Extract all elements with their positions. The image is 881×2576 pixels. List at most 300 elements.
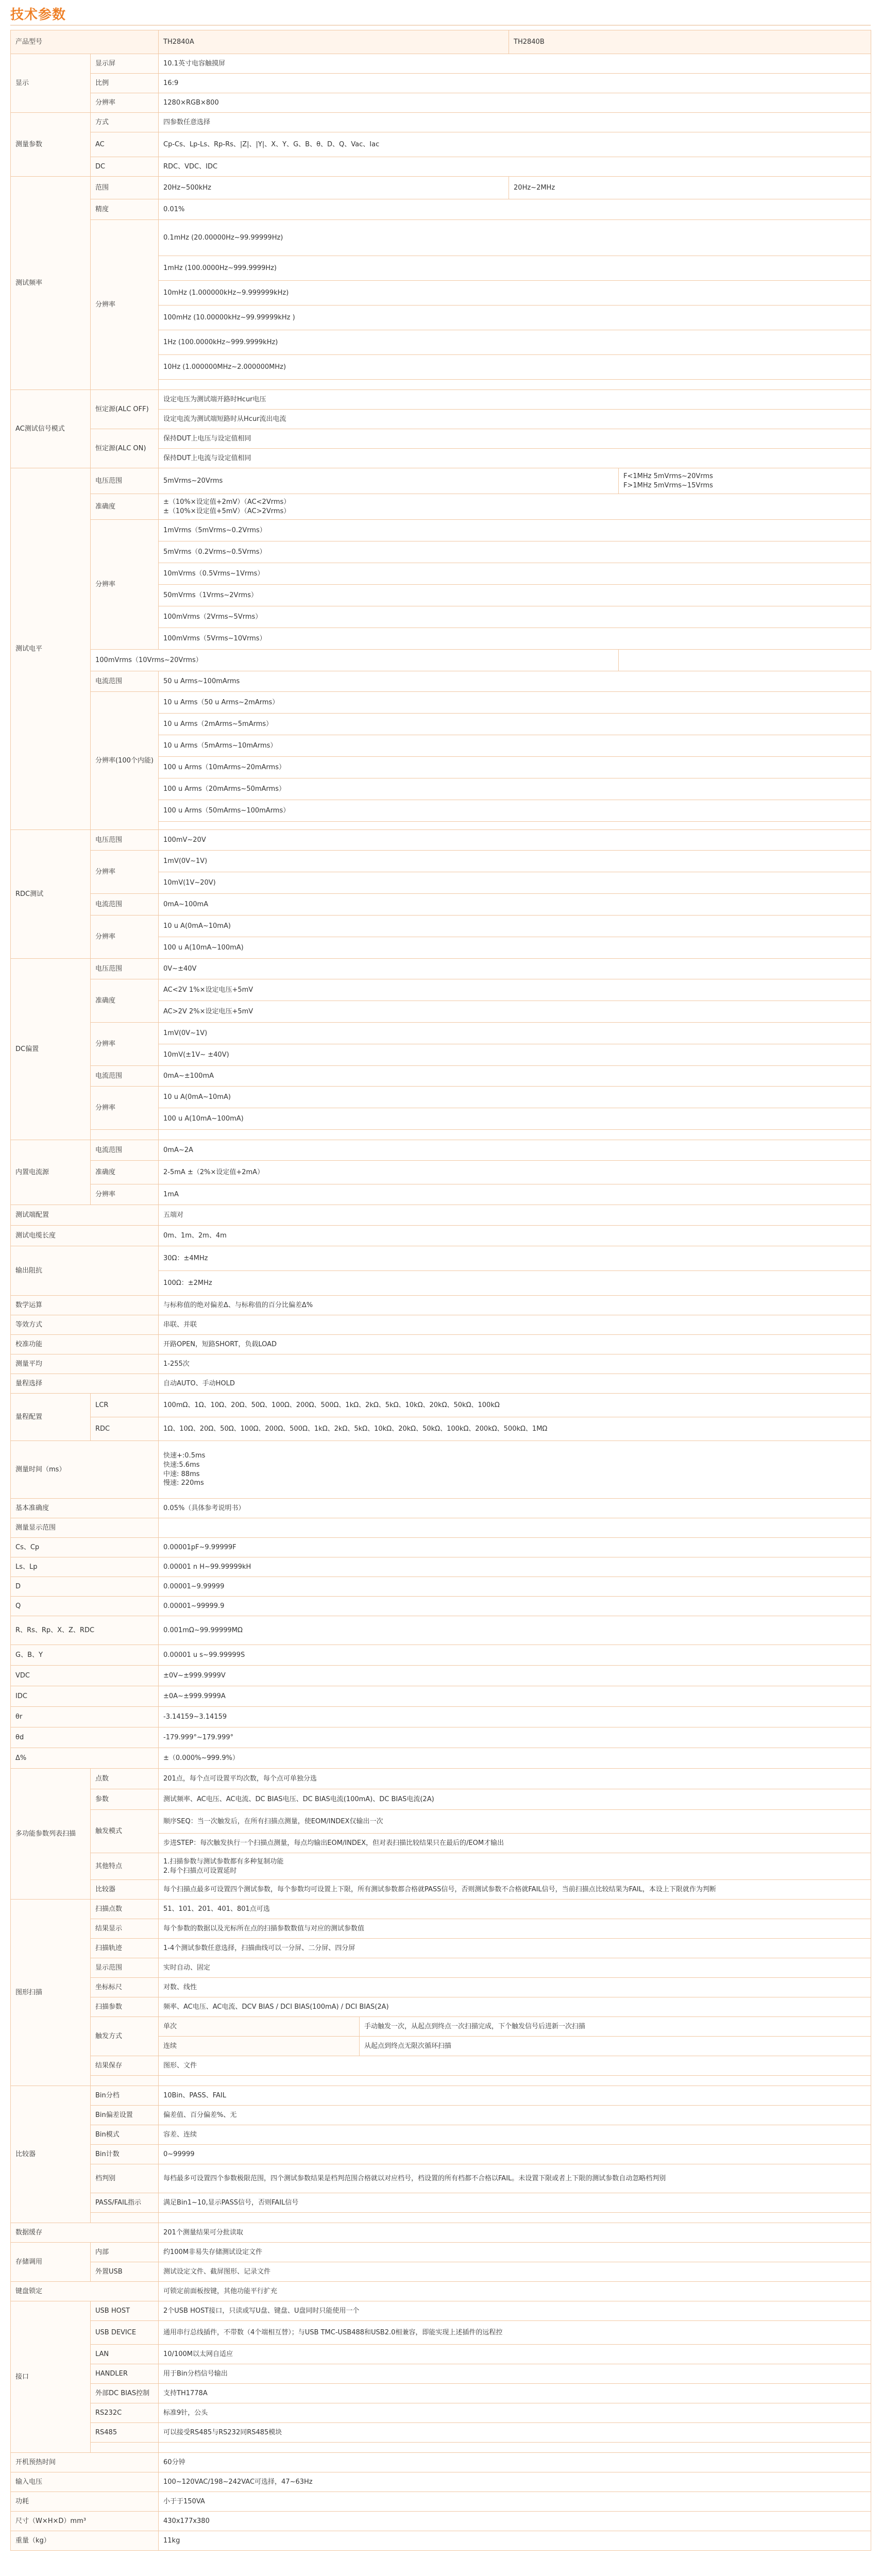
cell-text: 10 u Arms（5mArms~10mArms） <box>163 741 277 750</box>
cell-text: 测试频率、AC电压、AC电流、DC BIAS电压、DC BIAS电流(100mA)、DC BIAS电流(2A) <box>163 1795 434 1803</box>
cell-text: 对数、线性 <box>163 1983 197 1991</box>
spec-value <box>159 937 871 959</box>
spec-value <box>159 894 871 916</box>
spec-label <box>11 1226 159 1246</box>
spec-row <box>11 1919 871 1939</box>
spec-label <box>11 1296 159 1315</box>
spec-value <box>159 1538 871 1557</box>
spec-label <box>91 157 159 177</box>
spec-value <box>159 1557 871 1577</box>
spec-label <box>91 2017 159 2056</box>
cell-text: 支持TH1778A <box>163 2389 208 2397</box>
cell-text: 测量时间（ms） <box>15 1465 66 1473</box>
spec-row <box>11 671 871 692</box>
spec-row <box>11 1748 871 1769</box>
spec-value <box>159 1001 871 1023</box>
spec-row <box>11 2125 871 2145</box>
cell-text: 点数 <box>95 1774 109 1783</box>
spec-row <box>11 2145 871 2164</box>
cell-text: 开路OPEN，短路SHORT，负载LOAD <box>163 1340 277 1348</box>
spec-label <box>159 2037 360 2056</box>
cell-text: DC偏置 <box>15 1045 39 1053</box>
spec-label <box>91 2443 159 2453</box>
spec-row <box>11 1394 871 1417</box>
spec-value <box>509 177 871 199</box>
cell-text: Ls、Lp <box>15 1563 38 1571</box>
cell-text: 电压范围 <box>95 477 123 485</box>
spec-row <box>11 1374 871 1394</box>
spec-label <box>11 1769 91 1900</box>
spec-row <box>11 2301 871 2321</box>
spec-label <box>91 692 159 830</box>
spec-label <box>11 1557 159 1577</box>
spec-value <box>159 468 619 494</box>
spec-row <box>11 1417 871 1441</box>
spec-value <box>159 1226 871 1246</box>
spec-label <box>91 1087 159 1130</box>
spec-row <box>11 1140 871 1161</box>
spec-label <box>91 1769 159 1789</box>
spec-label <box>11 2492 159 2512</box>
cell-text: 10mHz (1.000000kHz~9.999999kHz) <box>163 289 289 297</box>
cell-text: 10 u Arms（2mArms~5mArms） <box>163 720 273 728</box>
spec-value <box>159 1789 871 1810</box>
spec-value <box>159 306 871 330</box>
spec-value <box>159 2282 871 2301</box>
cell-text: Cs、Cp <box>15 1543 40 1551</box>
cell-text: 扫描轨迹 <box>95 1944 123 1952</box>
spec-row <box>11 1769 871 1789</box>
spec-label <box>91 1900 159 1919</box>
cell-text: 准确度 <box>95 1168 116 1176</box>
cell-text: 其他特点 <box>95 1862 123 1870</box>
cell-text: USB HOST <box>95 2307 130 2315</box>
spec-row <box>11 1296 871 1315</box>
cell-text: 60分钟 <box>163 2458 185 2466</box>
cell-text: ±（0.000%~999.9%） <box>163 1754 239 1762</box>
spec-label <box>91 1919 159 1939</box>
spec-value <box>159 2086 871 2106</box>
cell-text: 1mV(0V~1V) <box>163 857 208 865</box>
cell-text: 201个测量结果可分批读取 <box>163 2228 243 2236</box>
cell-text: DC <box>95 162 106 171</box>
spec-label <box>91 2262 159 2282</box>
cell-text: θr <box>15 1713 23 1721</box>
spec-value <box>159 1354 871 1374</box>
spec-value <box>159 979 871 1001</box>
cell-text: 0.00001~9.99999 <box>163 1582 225 1590</box>
spec-value <box>159 199 871 220</box>
spec-value <box>159 2243 871 2262</box>
cell-text: 校准功能 <box>15 1340 43 1348</box>
spec-row <box>11 2262 871 2282</box>
spec-value <box>159 1919 871 1939</box>
cell-text: 保持DUT上电压与设定值相同 <box>163 434 251 443</box>
spec-row <box>11 1066 871 1087</box>
cell-text: Bin计数 <box>95 2150 120 2158</box>
spec-value <box>159 2106 871 2125</box>
spec-label <box>11 177 91 390</box>
cell-text: 测试频率 <box>15 279 43 287</box>
spec-value <box>159 1666 871 1686</box>
cell-text: 四参数任意选择 <box>163 118 211 126</box>
cell-text: 准确度 <box>95 502 116 511</box>
spec-label <box>11 1686 159 1707</box>
cell-text: RDC测试 <box>15 890 44 898</box>
cell-text: 量程选择 <box>15 1379 43 1387</box>
spec-row <box>11 2223 871 2243</box>
spec-value <box>159 1499 871 1518</box>
spec-label <box>91 54 159 74</box>
cell-text: 100 u Arms（20mArms~50mArms） <box>163 785 285 793</box>
cell-text: 设定电压为测试端开路时Hcur电压 <box>163 395 266 403</box>
cell-text: 100 u A(10mA~100mA) <box>163 1114 244 1123</box>
cell-text: HANDLER <box>95 2369 128 2378</box>
cell-text: 参数 <box>95 1795 109 1803</box>
spec-label <box>91 2056 159 2076</box>
cell-text: 0mA~100mA <box>163 900 209 908</box>
cell-text: 触发模式 <box>95 1827 123 1835</box>
spec-row <box>11 1939 871 1958</box>
cell-text: 方式 <box>95 118 109 126</box>
cell-text: TH2840B <box>514 38 545 46</box>
spec-value <box>159 1335 871 1354</box>
cell-text: 精度 <box>95 205 109 213</box>
cell-text: 1mHz (100.0000Hz~999.9999Hz) <box>163 264 277 272</box>
cell-text: 显示屏 <box>95 59 116 67</box>
spec-label <box>11 1499 159 1518</box>
cell-text: 1-4个测试参数任意选择，扫描曲线可以一分屏、二分屏、四分屏 <box>163 1944 355 1952</box>
spec-label <box>91 1789 159 1810</box>
spec-value <box>159 2193 871 2213</box>
spec-label <box>11 1748 159 1769</box>
cell-text: 准确度 <box>95 996 116 1005</box>
spec-value <box>159 2056 871 2076</box>
spec-label <box>91 1939 159 1958</box>
spec-row <box>11 979 871 1001</box>
cell-text: 单次 <box>163 2022 177 2030</box>
spec-label <box>91 671 159 692</box>
spec-value <box>159 606 871 628</box>
spec-row <box>11 2193 871 2213</box>
cell-text: 基本准确度 <box>15 1504 49 1512</box>
cell-text: 容差、连续 <box>163 2130 197 2139</box>
spec-row <box>11 1538 871 1557</box>
spec-row <box>11 1686 871 1707</box>
spec-value <box>159 757 871 778</box>
cell-text: 0.001mΩ~99.99999MΩ <box>163 1626 243 1634</box>
spec-label <box>91 2384 159 2403</box>
spec-value <box>159 692 871 714</box>
cell-text: -179.999°~179.999° <box>163 1733 234 1741</box>
cell-text: 100 u A(10mA~100mA) <box>163 943 244 952</box>
spec-label <box>91 2345 159 2364</box>
cell-text: AC测试信号模式 <box>15 425 65 433</box>
spec-value <box>159 959 871 979</box>
cell-text: 0m、1m、2m、4m <box>163 1231 227 1240</box>
spec-row <box>11 132 871 157</box>
spec-value <box>159 800 871 822</box>
cell-text: 比例 <box>95 79 109 87</box>
spec-row <box>11 1441 871 1499</box>
cell-text: 手动触发一次，从起点到终点一次扫描完成，下个触发信号后进新一次扫描 <box>364 2022 586 2030</box>
spec-label <box>159 2017 360 2037</box>
cell-text: 每个参数的数据以及光标所在点的扫描参数数值与对应的测试参数值 <box>163 1924 365 1933</box>
cell-text: 电压范围 <box>95 836 123 844</box>
spec-row <box>11 851 871 872</box>
spec-value <box>159 2453 871 2472</box>
spec-row <box>11 1557 871 1577</box>
spec-row <box>11 1023 871 1044</box>
spec-label <box>91 2321 159 2345</box>
cell-text: 可锁定前面板按键，其他功能平行扩充 <box>163 2287 278 2295</box>
spec-label <box>11 2472 159 2492</box>
cell-text: 20Hz~500kHz <box>163 183 211 192</box>
spec-label <box>11 1597 159 1616</box>
spec-row <box>11 1880 871 1900</box>
cell-text: AC <box>95 140 105 148</box>
cell-text: 5mVrms~20Vrms <box>163 477 223 485</box>
spec-label <box>91 1853 159 1880</box>
spec-row <box>11 1161 871 1184</box>
spec-value <box>159 1853 871 1880</box>
cell-text: 档判别 <box>95 2174 116 2182</box>
cell-text: 10/100M以太网自适应 <box>163 2350 233 2358</box>
cell-text: 重量（kg） <box>15 2536 50 2545</box>
cell-text: 与标称值的绝对偏差Δ、与标称值的百分比偏差Δ% <box>163 1301 313 1309</box>
spec-value <box>159 1748 871 1769</box>
spec-row <box>11 199 871 220</box>
spec-value <box>159 2531 871 2551</box>
spec-value <box>159 1044 871 1066</box>
spec-value <box>159 671 871 692</box>
cell-text: 顺序SEQ：当一次触发后，在所有扫描点测量，使EOM/INDEX仅输出一次 <box>163 1817 383 1825</box>
spec-value <box>159 520 871 541</box>
spec-row <box>11 1645 871 1666</box>
spec-row <box>11 1205 871 1226</box>
spec-value <box>159 1834 871 1853</box>
spec-row <box>11 468 871 494</box>
spec-label <box>11 2301 91 2453</box>
spec-label <box>11 2453 159 2472</box>
spec-row <box>11 54 871 74</box>
cell-text: 量程配置 <box>15 1413 43 1421</box>
spec-label <box>91 494 159 520</box>
spec-row <box>11 74 871 93</box>
spec-row <box>11 692 871 714</box>
cell-text: 电流范围 <box>95 677 123 685</box>
spec-label <box>11 30 159 54</box>
cell-text: 1mA <box>163 1190 179 1198</box>
cell-text: 电流范围 <box>95 900 123 908</box>
spec-row <box>11 1597 871 1616</box>
spec-value <box>159 1130 871 1140</box>
spec-label <box>91 132 159 157</box>
spec-row <box>11 2243 871 2262</box>
cell-text: 10mV(±1V~ ±40V) <box>163 1050 229 1059</box>
spec-value <box>159 1271 871 1296</box>
cell-text: 每个扫描点最多可设置四个测试参数，每个参数均可设置上下限，所有测试参数都合格就PASS信号，否则测试参数不合格就FAIL信号，当前扫描点比较结果为FAIL，本设上下限就作为判断 <box>163 1885 716 1893</box>
spec-value <box>159 93 871 113</box>
spec-label <box>91 1997 159 2017</box>
spec-label <box>91 113 159 132</box>
spec-value <box>159 1958 871 1978</box>
spec-label <box>91 1184 159 1205</box>
spec-label <box>91 2106 159 2125</box>
cell-text: 坐标标尺 <box>95 1983 123 1991</box>
spec-value <box>159 113 871 132</box>
cell-text: F>1MHz 5mVrms~15Vrms <box>623 481 713 489</box>
cell-text: 100~120VAC/198~242VAC可选择，47~63Hz <box>163 2478 313 2486</box>
spec-label <box>91 1130 159 1140</box>
spec-value <box>159 449 871 468</box>
spec-value <box>159 714 871 735</box>
spec-row <box>11 916 871 937</box>
spec-label <box>91 916 159 959</box>
spec-label <box>91 2243 159 2262</box>
cell-text: 快速:5.6ms <box>163 1461 200 1469</box>
spec-label <box>91 1394 159 1417</box>
cell-text: 存储调用 <box>15 2258 43 2266</box>
cell-text: 分辨率 <box>95 933 116 941</box>
cell-text: 恒定源(ALC OFF) <box>95 405 149 413</box>
spec-label <box>91 1810 159 1853</box>
cell-text: 100 u Arms（10mArms~20mArms） <box>163 763 285 771</box>
spec-value <box>159 2301 871 2321</box>
cell-text: RDC、VDC、IDC <box>163 162 218 171</box>
spec-label <box>11 1354 159 1374</box>
spec-value <box>159 1417 871 1441</box>
cell-text: 通用串行总线插件，不带数（4个端相互替）；与USB TMC-USB488和USB2.0相兼容，即能实现上述插件的远程控 <box>163 2328 503 2336</box>
spec-value <box>159 380 871 390</box>
cell-text: 16:9 <box>163 79 179 87</box>
spec-row <box>11 1087 871 1108</box>
spec-value <box>159 2472 871 2492</box>
spec-row <box>11 93 871 113</box>
cell-text: 输出阻抗 <box>15 1266 43 1275</box>
spec-row <box>11 2492 871 2512</box>
cell-text: 测试电缆长度 <box>15 1231 56 1240</box>
spec-row <box>11 1789 871 1810</box>
spec-label <box>91 2423 159 2443</box>
spec-label <box>91 520 159 650</box>
spec-value <box>159 2262 871 2282</box>
cell-text: VDC <box>15 1671 30 1680</box>
spec-row <box>11 894 871 916</box>
spec-row <box>11 1246 871 1271</box>
spec-row <box>11 1616 871 1645</box>
cell-text: 图形、文件 <box>163 2061 197 2070</box>
cell-text: PASS/FAIL指示 <box>95 2198 142 2207</box>
cell-text: 1mVrms（5mVrms~0.2Vrms） <box>163 526 266 534</box>
spec-value <box>159 281 871 306</box>
cell-text: 分辨率 <box>95 1190 116 1198</box>
cell-text: 内置电流源 <box>15 1168 49 1176</box>
spec-title-rule <box>10 25 871 26</box>
cell-text: 数学运算 <box>15 1301 43 1309</box>
spec-value <box>159 1880 871 1900</box>
spec-label <box>91 894 159 916</box>
cell-text: 0.00001pF~9.99999F <box>163 1543 236 1551</box>
spec-value <box>159 330 871 355</box>
spec-row <box>11 830 871 851</box>
cell-text: LCR <box>95 1401 109 1409</box>
cell-text: 10Hz (1.000000MHz~2.000000MHz) <box>163 363 286 371</box>
cell-text: 1mV(0V~1V) <box>163 1029 208 1037</box>
spec-label <box>11 2243 91 2282</box>
cell-text: 中速: 88ms <box>163 1470 200 1478</box>
spec-label <box>11 468 91 830</box>
cell-text: 五端对 <box>163 1211 184 1219</box>
spec-value <box>159 2076 871 2086</box>
cell-text: 电压范围 <box>95 964 123 973</box>
spec-value <box>159 2223 871 2243</box>
spec-row <box>11 220 871 256</box>
spec-value <box>159 2403 871 2423</box>
spec-value <box>159 2364 871 2384</box>
spec-label <box>11 1394 91 1441</box>
spec-label <box>11 1246 159 1296</box>
spec-value <box>159 585 871 606</box>
spec-label <box>91 1066 159 1087</box>
cell-text: 步进STEP：每次触发执行一个扫描点测量，每点均输出EOM/INDEX，但对表扫描比较结果只在最后的/EOM才输出 <box>163 1839 504 1847</box>
cell-text: 功耗 <box>15 2497 29 2505</box>
spec-value <box>159 429 871 449</box>
spec-value <box>159 563 871 585</box>
cell-text: 偏差值、百分偏差%、无 <box>163 2111 237 2119</box>
spec-row <box>11 2106 871 2125</box>
spec-row <box>11 2364 871 2384</box>
spec-value <box>159 830 871 851</box>
cell-text: 100 u Arms（50mArms~100mArms） <box>163 806 290 815</box>
spec-value <box>159 1023 871 1044</box>
cell-text: 分辨率 <box>95 868 116 876</box>
cell-text: 小于于150VA <box>163 2497 205 2505</box>
spec-label <box>91 2301 159 2321</box>
cell-text: 0.05%（具体参考说明书） <box>163 1504 245 1512</box>
spec-value <box>159 822 871 830</box>
spec-value <box>159 74 871 93</box>
spec-value <box>159 778 871 800</box>
cell-text: 触发方式 <box>95 2032 123 2040</box>
spec-row <box>11 177 871 199</box>
spec-row <box>11 1978 871 1997</box>
spec-value <box>159 30 509 54</box>
spec-value <box>159 1296 871 1315</box>
spec-row <box>11 2086 871 2106</box>
spec-row <box>11 1900 871 1919</box>
spec-row <box>11 1184 871 1205</box>
spec-value <box>159 735 871 757</box>
spec-value <box>159 2145 871 2164</box>
cell-text: 分辨率 <box>95 300 116 309</box>
cell-text: 100mV~20V <box>163 836 206 844</box>
spec-value <box>159 1394 871 1417</box>
cell-text: 0V~±40V <box>163 964 197 973</box>
cell-text: F<1MHz 5mVrms~20Vrms <box>623 472 713 480</box>
spec-value <box>619 468 871 494</box>
spec-value <box>159 2345 871 2364</box>
cell-text: 430x177x380 <box>163 2517 210 2525</box>
spec-value <box>159 872 871 894</box>
spec-label <box>91 93 159 113</box>
spec-label <box>91 390 159 429</box>
spec-row <box>11 2017 871 2037</box>
cell-text: 结果显示 <box>95 1924 123 1933</box>
spec-row <box>11 113 871 132</box>
spec-label <box>91 851 159 894</box>
cell-text: -3.14159~3.14159 <box>163 1713 227 1721</box>
